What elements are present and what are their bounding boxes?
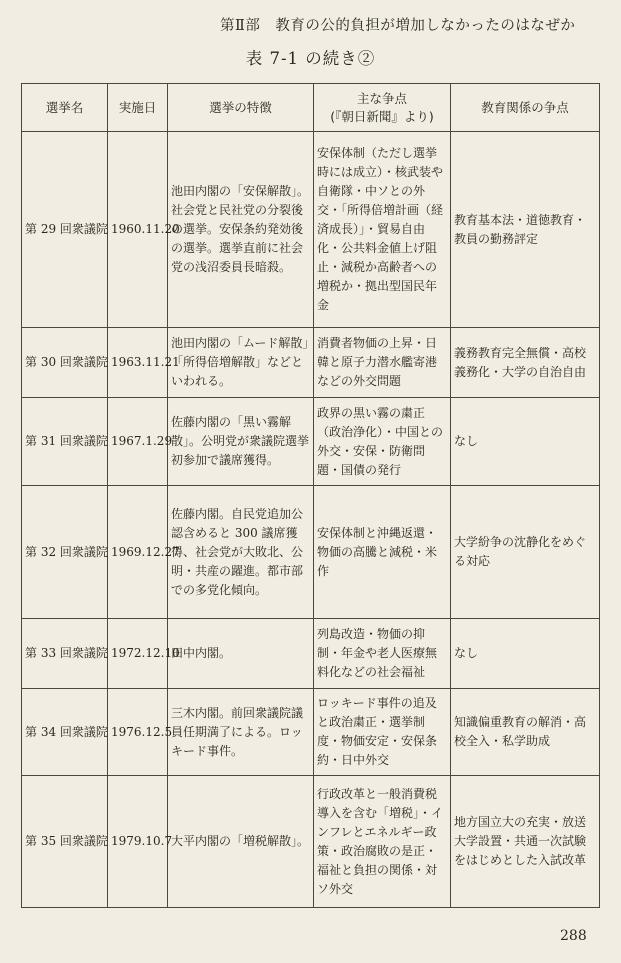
election-name: 第 35 回衆議院	[22, 776, 108, 908]
election-feature: 田中内閣。	[168, 619, 314, 689]
election-feature: 三木内閣。前回衆議院議員任期満了による。ロッキード事件。	[168, 689, 314, 776]
election-issues: 安保体制（ただし選挙時には成立）・核武装や自衛隊・中ソとの外交・「所得倍増計画（経済成長）」・貿易自由化・公共料金値上げ阻止・減税か高齢者への増税か・拠出型国民年金	[314, 132, 451, 328]
election-issues: 安保体制と沖縄返還・物価の高騰と減税・米作	[314, 486, 451, 619]
col-header-issues	[314, 84, 451, 132]
election-issues: 行政改革と一般消費税導入を含む「増税」・インフレとエネルギー政策・政治腐敗の是正・福祉と負担の関係・対ソ外交	[314, 776, 451, 908]
election-issues: 消費者物価の上昇・日韓と原子力潜水艦寄港などの外交問題	[314, 328, 451, 398]
election-feature: 池田内閣の「安保解散」。社会党と民社党の分裂後の選挙。安保条約発効後の選挙。選挙直前に社会党の浅沼委員長暗殺。	[168, 132, 314, 328]
election-education: 義務教育完全無償・高校義務化・大学の自治自由	[451, 328, 600, 398]
col-header-date: 実施日	[108, 84, 168, 132]
election-date: 1960.11.20	[108, 132, 168, 328]
election-name: 第 34 回衆議院	[22, 689, 108, 776]
table-row	[22, 132, 600, 328]
election-table	[21, 83, 600, 908]
election-name: 第 29 回衆議院	[22, 132, 108, 328]
election-feature: 佐藤内閣の「黒い霧解散」。公明党が衆議院選挙初参加で議席獲得。	[168, 398, 314, 486]
col-header-education: 教育関係の争点	[451, 84, 600, 132]
election-feature: 佐藤内閣。自民党追加公認含めると 300 議席獲得、社会党が大敗北、公明・共産の躍進。都市部での多党化傾向。	[168, 486, 314, 619]
col-header-name: 選挙名	[22, 84, 108, 132]
running-head: 第Ⅱ部 教育の公的負担が増加しなかったのはなぜか	[220, 18, 576, 34]
election-education: 教育基本法・道徳教育・教員の勤務評定	[451, 132, 600, 328]
election-education: 大学紛争の沈静化をめぐる対応	[451, 486, 600, 619]
election-date: 1976.12.5	[108, 689, 168, 776]
election-issues: ロッキード事件の追及と政治粛正・選挙制度・物価安定・安保条約・日中外交	[314, 689, 451, 776]
election-name: 第 30 回衆議院	[22, 328, 108, 398]
election-education: 知識偏重教育の解消・高校全入・私学助成	[451, 689, 600, 776]
table-row	[22, 398, 600, 486]
election-education: なし	[451, 398, 600, 486]
table-row	[22, 619, 600, 689]
col-header-issues-line1: 主な争点	[356, 90, 407, 106]
election-education: なし	[451, 619, 600, 689]
election-education: 地方国立大の充実・放送大学設置・共通一次試験をはじめとした入試改革	[451, 776, 600, 908]
page-number: 288	[560, 928, 587, 944]
election-feature: 大平内閣の「増税解散」。	[168, 776, 314, 908]
election-date: 1972.12.10	[108, 619, 168, 689]
table-row	[22, 776, 600, 908]
table-title: 表 7-1 の続き②	[245, 49, 376, 68]
election-date: 1963.11.21	[108, 328, 168, 398]
election-feature: 池田内閣の「ムード解散」「所得倍増解散」などといわれる。	[168, 328, 314, 398]
election-name: 第 32 回衆議院	[22, 486, 108, 619]
election-name: 第 33 回衆議院	[22, 619, 108, 689]
election-issues: 政界の黒い霧の粛正（政治浄化）・中国との外交・安保・防衛問題・国債の発行	[314, 398, 451, 486]
election-date: 1979.10.7	[108, 776, 168, 908]
table-row	[22, 328, 600, 398]
election-date: 1967.1.29	[108, 398, 168, 486]
col-header-issues-line2: (『朝日新聞』より)	[330, 108, 434, 124]
election-name: 第 31 回衆議院	[22, 398, 108, 486]
col-header-feature: 選挙の特徴	[168, 84, 314, 132]
header-row	[22, 84, 600, 132]
election-issues: 列島改造・物価の抑制・年金や老人医療無料化などの社会福祉	[314, 619, 451, 689]
table-row	[22, 689, 600, 776]
table-row	[22, 486, 600, 619]
election-date: 1969.12.27	[108, 486, 168, 619]
